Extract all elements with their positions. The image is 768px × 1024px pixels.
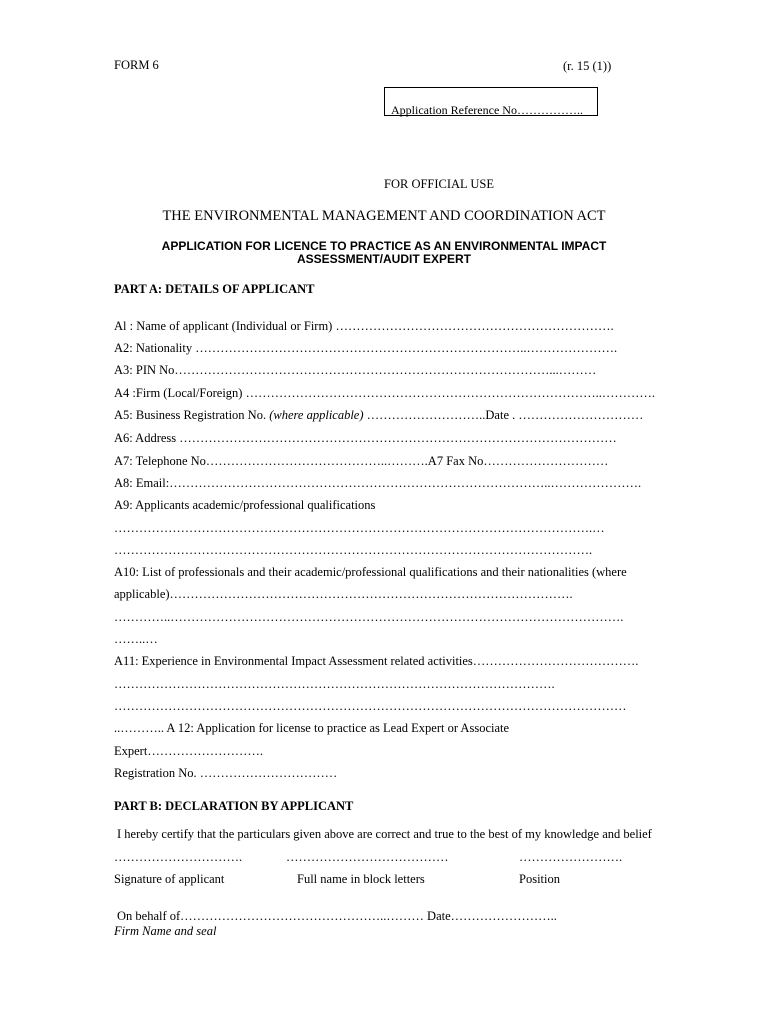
on-behalf-of-line: On behalf of…………………………………………..……… Date…………………….. xyxy=(117,909,557,923)
field-a3-pin: A3: PIN No………………………………………………………………………………...……… xyxy=(114,363,597,377)
field-a11-line1: ……………………………………………………………………………………………. xyxy=(114,677,555,691)
field-a10-line2: ……..… xyxy=(114,632,158,646)
signature-dots: …………………………. xyxy=(114,850,243,864)
field-a2-nationality: A2: Nationality ……………………………………………………………………..…………………. xyxy=(114,341,618,355)
full-name-label: Full name in block letters xyxy=(297,872,425,886)
field-registration-no: Registration No. …………………………… xyxy=(114,766,338,780)
field-a9-qualifications: A9: Applicants academic/professional qualifications xyxy=(114,498,376,512)
field-a5-registration xyxy=(114,408,643,423)
official-use-label: FOR OFFICIAL USE xyxy=(384,177,494,191)
field-a5-date: ………………………..Date . ………………………… xyxy=(363,408,644,422)
application-reference-label: Application Reference No…………….. xyxy=(391,103,583,117)
part-b-heading: PART B: DECLARATION BY APPLICANT xyxy=(114,799,354,813)
position-dots: ……………………. xyxy=(519,850,623,864)
field-a4-firm: A4 :Firm (Local/Foreign) …………………………………………………………………………..…………. xyxy=(114,386,655,400)
field-a8-email: A8: Email:………………………………………………………………………………..…………………. xyxy=(114,476,642,490)
field-a11-experience: A11: Experience in Environmental Impact Assessment related activities…………………………………. xyxy=(114,654,639,668)
act-title: THE ENVIRONMENTAL MANAGEMENT AND COORDINATION ACT xyxy=(162,208,606,224)
field-a9-line2: ……………………………………………………………………………………………………. xyxy=(114,543,593,557)
application-title-line2: ASSESSMENT/AUDIT EXPERT xyxy=(296,252,472,266)
firm-name-seal-label: Firm Name and seal xyxy=(114,924,217,938)
full-name-dots: ………………………………… xyxy=(286,850,449,864)
field-a12-license-type: ..……….. A 12: Application for license to practice as Lead Expert or Associate xyxy=(114,721,510,735)
signature-label: Signature of applicant xyxy=(114,872,225,886)
position-label: Position xyxy=(519,872,560,886)
field-a7-telephone-fax: A7: Telephone No……………………………………..……….A7 Fax No………………………… xyxy=(114,454,609,468)
field-a9-line1: …………………………………………………………………………………………………….… xyxy=(114,521,605,535)
field-a10-professionals: A10: List of professionals and their academic/professional qualifications and their nationalities (where xyxy=(114,565,627,579)
field-a12-continued: Expert………………………. xyxy=(114,744,263,758)
part-a-heading: PART A: DETAILS OF APPLICANT xyxy=(114,282,315,296)
application-title-line1: APPLICATION FOR LICENCE TO PRACTICE AS AN ENVIRONMENTAL IMPACT xyxy=(161,239,607,253)
form-number: FORM 6 xyxy=(114,58,159,72)
field-a5-note: (where applicable) xyxy=(269,408,364,422)
application-reference-box xyxy=(384,87,598,116)
field-a10-line1: …………..………………………………………………………………………………………………. xyxy=(114,610,624,624)
field-a5-label: A5: Business Registration No. xyxy=(114,408,270,422)
field-a10-continued: applicable)……………………………………………………………………………………. xyxy=(114,587,573,601)
certification-statement: I hereby certify that the particulars given above are correct and true to the best of my knowledge and belief xyxy=(117,827,652,841)
rule-reference: (r. 15 (1)) xyxy=(563,59,612,73)
field-a11-line2: …………………………………………………………………………………………………………… xyxy=(114,699,627,713)
field-a6-address: A6: Address …………………………………………………………………………………………… xyxy=(114,431,617,445)
field-a1-name: Al : Name of applicant (Individual or Firm) …………………………………………………………. xyxy=(114,319,614,333)
